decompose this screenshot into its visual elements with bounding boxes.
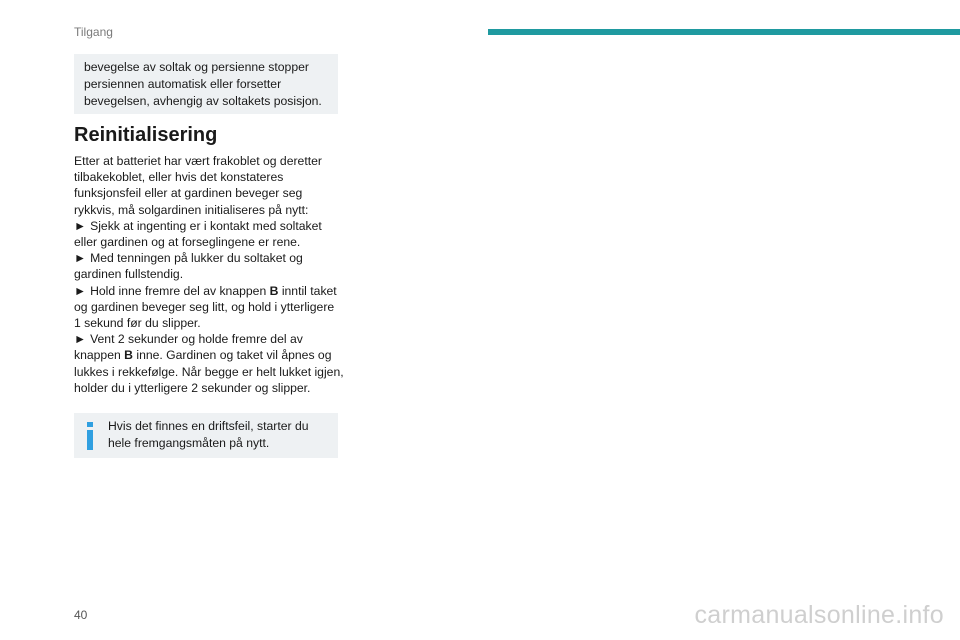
step-4 (74, 331, 344, 396)
arrow-bullet-icon: ► (74, 283, 87, 298)
watermark: carmanualsonline.info (694, 601, 944, 629)
button-label: B (269, 283, 279, 298)
step-text-post: inne. Gardinen og taket vil åpnes og lukkes i rekkefølge. Når begge er helt lukket igjen, holder du i ytterligere 2 sekunder og slipper. (74, 348, 344, 395)
page-number: 40 (74, 608, 88, 622)
step-text-pre: Vent 2 sekunder og holde fremre del av knappen (74, 332, 303, 363)
info-box (74, 413, 338, 458)
step-text: Sjekk at ingenting er i kontakt med soltaket eller gardinen og at forseglingene er rene. (74, 218, 322, 250)
button-label: B (124, 348, 133, 363)
step-text-pre: Hold inne fremre del av knappen (90, 283, 270, 298)
section-body (74, 153, 344, 396)
arrow-bullet-icon: ► (74, 218, 87, 233)
section-color-bar (488, 29, 960, 35)
section-title: Reinitialisering (74, 124, 218, 146)
info-icon (86, 422, 94, 450)
step-1 (74, 218, 344, 250)
step-text-post: inntil taket og gardinen beveger seg litt, og hold i ytterligere 1 sekund før du slipper. (74, 283, 337, 331)
step-text: Med tenningen på lukker du soltaket og gardinen fullstendig. (74, 251, 303, 282)
step-2 (74, 250, 344, 282)
running-header: Tilgang (74, 25, 113, 39)
step-3 (74, 283, 344, 332)
intro-paragraph: Etter at batteriet har vært frakoblet og deretter tilbakekoblet, eller hvis det konstateres funksjonsfeil eller at gardinen beveger seg rykkvis, må solgardinen initialiseres på nytt: (74, 154, 322, 217)
arrow-bullet-icon: ► (74, 332, 87, 347)
info-text: Hvis det finnes en driftsfeil, starter du hele fremgangsmåten på nytt. (108, 419, 309, 450)
arrow-bullet-icon: ► (74, 251, 87, 266)
continued-note-box: bevegelse av soltak og persienne stopper persiennen automatisk eller forsetter bevegelsen, avhengig av soltakets posisjon. (74, 54, 338, 114)
